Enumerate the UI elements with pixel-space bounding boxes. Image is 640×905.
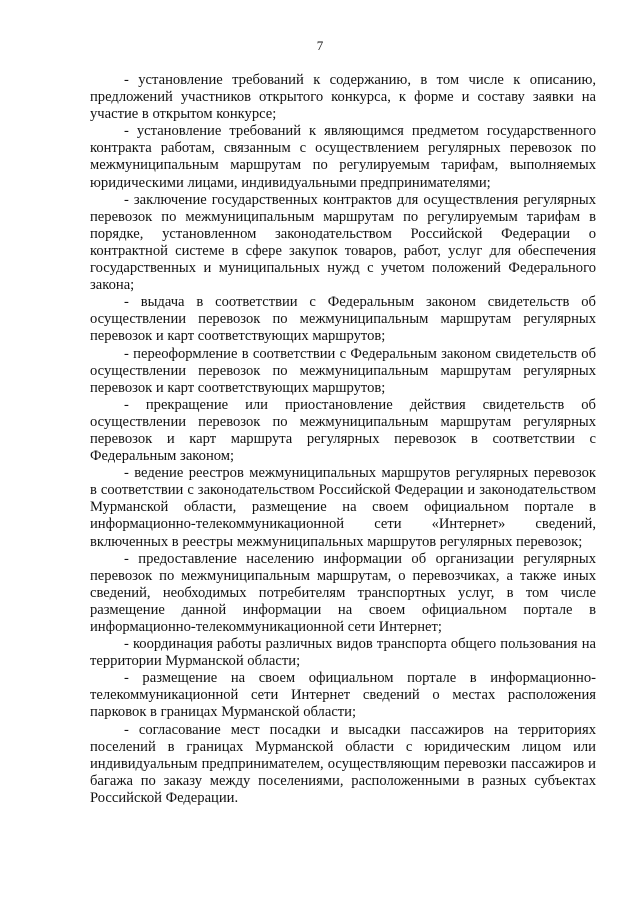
document-body	[90, 72, 596, 807]
list-item: - переоформление в соответствии с Федеральным законом свидетельств об осуществлении перевозок по межмуниципальным маршрутам регулярных перевозок и карт соответствующих маршрутов;	[90, 345, 596, 396]
list-item: - заключение государственных контрактов для осуществления регулярных перевозок по межмуниципальным маршрутам по регулируемым тарифам в порядке, установленном законодательством Российской Федерации о контрактной системе в сфере закупок товаров, работ, услуг для обеспечения государственных и муниципальных нужд с учетом положений Федерального закона;	[90, 191, 596, 294]
list-item: - установление требований к являющимся предметом государственного контракта работам, связанным с осуществлением регулярных перевозок по межмуниципальным маршрутам по регулируемым тарифам, выполняемых юридическими лицами, индивидуальными предпринимателями;	[90, 123, 596, 191]
list-item: - прекращение или приостановление действия свидетельств об осуществлении перевозок по межмуниципальным маршрутам регулярных перевозок и карт маршрута регулярных перевозок в соответствии с Федеральным законом;	[90, 396, 596, 465]
list-item: - согласование мест посадки и высадки пассажиров на территориях поселений в границах Мурманской области с юридическим лицом или индивидуальным предпринимателем, осуществляющим перевозки пассажиров и багажа по заказу между поселениями, расположенными в разных субъектах Российской Федерации.	[90, 721, 596, 806]
list-item: - установление требований к содержанию, в том числе к описанию, предложений участников открытого конкурса, к форме и составу заявки на участие в открытом конкурсе;	[90, 72, 596, 123]
page-number: 7	[316, 38, 324, 53]
list-item: - предоставление населению информации об организации регулярных перевозок по межмуниципальным маршрутам, о перевозчиках, а также иных сведений, необходимых потребителям транспортных услуг, в том числе размещение данной информации на своем официальном портале в информационно-телекоммуникационной сети Интернет;	[90, 550, 596, 635]
list-item: - выдача в соответствии с Федеральным законом свидетельств об осуществлении перевозок по межмуниципальным маршрутам регулярных перевозок и карт соответствующих маршрутов;	[90, 294, 596, 345]
list-item: - ведение реестров межмуниципальных маршрутов регулярных перевозок в соответствии с законодательством Российской Федерации и законодательством Мурманской области, размещение на своем официальном портале в информационно-телекоммуникационной сети «Интернет» сведений, включенных в реестры межмуниципальных маршрутов регулярных перевозок;	[90, 465, 596, 550]
list-item: - координация работы различных видов транспорта общего пользования на территории Мурманской области;	[90, 636, 596, 670]
list-item: - размещение на своем официальном портале в информационно-телекоммуникационной сети Интернет сведений о местах расположения парковок в границах Мурманской области;	[90, 670, 596, 721]
